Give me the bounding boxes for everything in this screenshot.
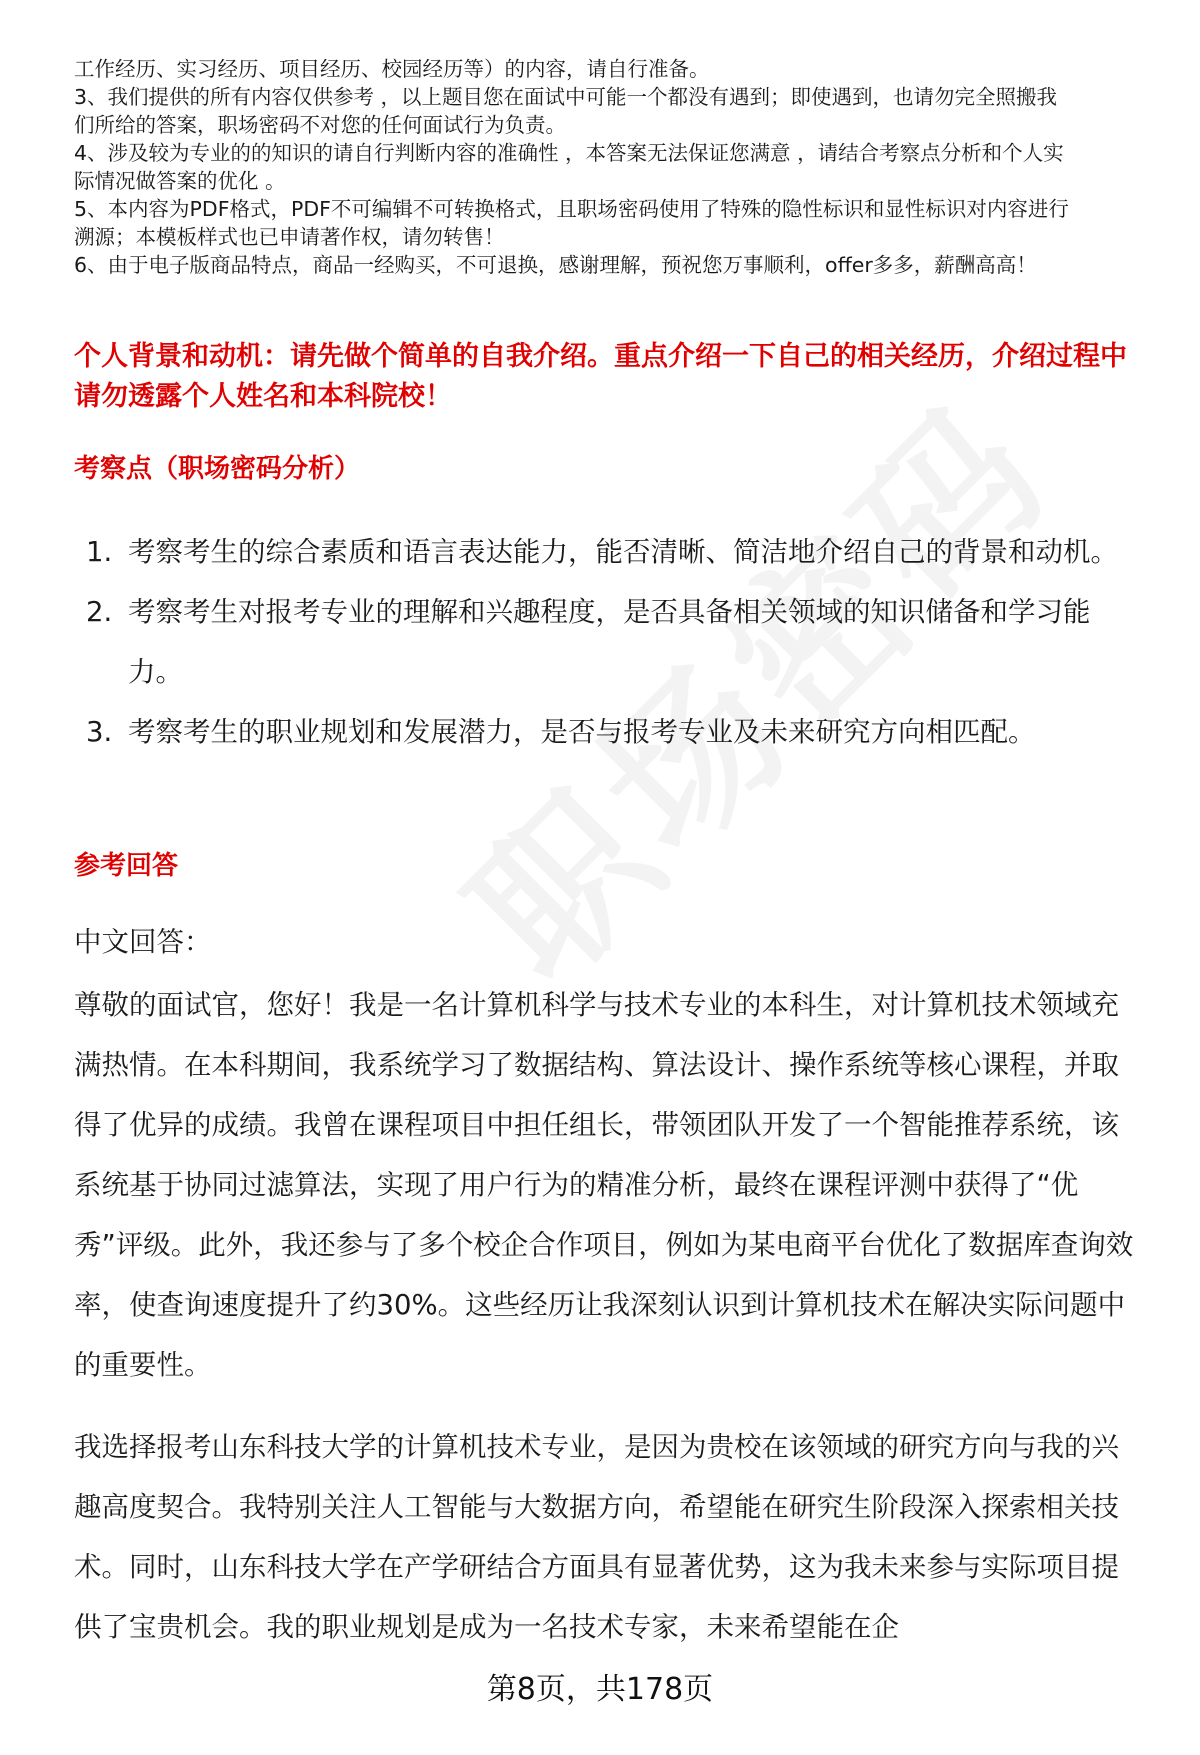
analysis-item (74, 522, 1144, 582)
question-heading: 个人背景和动机：请先做个简单的自我介绍。重点介绍一下自己的相关经历，介绍过程中请勿透露个人姓名和本科院校！ (74, 341, 1127, 412)
note-line: 4、涉及较为专业的的知识的请自行判断内容的准确性 ，本答案无法保证您满意 ，请结合考察点分析和个人实 (74, 141, 1064, 165)
note-line: 6、由于电子版商品特点，商品一经购买，不可退换，感谢理解，预祝您万事顺利，offer多多，薪酬高高！ (74, 253, 1037, 277)
analysis-item-text: 考察考生的职业规划和发展潜力，是否与报考专业及未来研究方向相匹配。 (128, 716, 1036, 748)
analysis-item-number: 2. (86, 596, 113, 628)
note-line: 们所给的答案，职场密码不对您的任何面试行为负责。 (74, 113, 566, 137)
analysis-item-number: 1. (86, 536, 113, 568)
note-line: 溯源；本模板样式也已申请著作权，请勿转售！ (74, 225, 505, 249)
answer-paragraph: 我选择报考山东科技大学的计算机技术专业，是因为贵校在该领域的研究方向与我的兴趣高度契合。我特别关注人工智能与大数据方向，希望能在研究生阶段深入探索相关技术。同时，山东科技大学在产学研结合方面具有显著优势，这为我未来参与实际项目提供了宝贵机会。我的职业规划是成为一名技术专家，未来希望能在企 (74, 1431, 1119, 1643)
reference-heading: 参考回答 (74, 851, 179, 881)
note-line: 际情况做答案的优化 。 (74, 169, 286, 193)
note-line: 工作经历、实习经历、项目经历、校园经历等）的内容，请自行准备。 (74, 57, 710, 81)
note-line: 3、我们提供的所有内容仅供参考 ，以上题目您在面试中可能一个都没有遇到；即使遇到，也请勿完全照搬我 (74, 85, 1058, 109)
chinese-answer-label: 中文回答： (74, 926, 212, 958)
analysis-item-text: 考察考生对报考专业的理解和兴趣程度，是否具备相关领域的知识储备和学习能力。 (128, 596, 1091, 688)
analysis-item-number: 3. (86, 716, 113, 748)
note-line: 5、本内容为PDF格式，PDF不可编辑不可转换格式，且职场密码使用了特殊的隐性标识和显性标识对内容进行 (74, 197, 1069, 221)
analysis-item (74, 702, 1144, 762)
page-footer: 第8页，共178页 (486, 1672, 714, 1707)
analysis-heading: 考察点（职场密码分析） (74, 454, 361, 484)
analysis-list (74, 522, 1144, 762)
analysis-item (74, 582, 1144, 702)
analysis-item-text: 考察考生的综合素质和语言表达能力，能否清晰、简洁地介绍自己的背景和动机。 (128, 536, 1118, 568)
answer-paragraph: 尊敬的面试官，您好！我是一名计算机科学与技术专业的本科生，对计算机技术领域充满热情。在本科期间，我系统学习了数据结构、算法设计、操作系统等核心课程，并取得了优异的成绩。我曾在课程项目中担任组长，带领团队开发了一个智能推荐系统，该系统基于协同过滤算法，实现了用户行为的精准分析，最终在课程评测中获得了“优秀”评级。此外，我还参与了多个校企合作项目，例如为某电商平台优化了数据库查询效率，使查询速度提升了约30%。这些经历让我深刻认识到计算机技术在解决实际问题中的重要性。 (74, 989, 1134, 1381)
